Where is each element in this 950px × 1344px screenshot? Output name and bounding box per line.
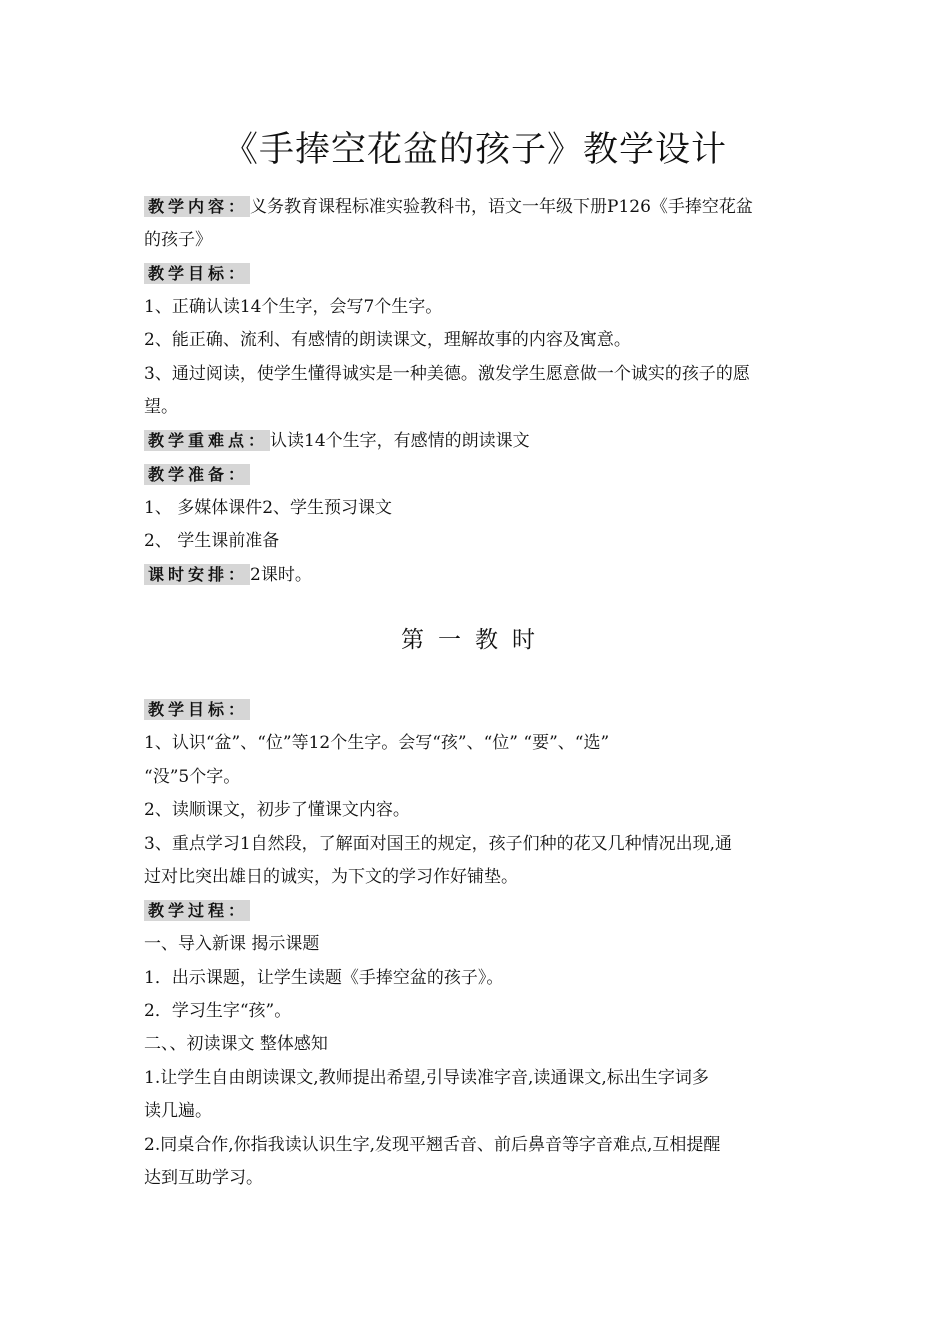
lesson-goals-heading <box>144 693 812 727</box>
prep-2: 2、 学生课前准备 <box>144 531 280 551</box>
process-heading <box>144 894 812 928</box>
process-step-2-1-continued: 读几遍。 <box>144 1101 212 1121</box>
goals-label: 教学目标： <box>144 263 250 284</box>
lesson-goal-3-continued: 过对比突出雄日的诚实，为下文的学习作好铺垫。 <box>144 867 518 887</box>
goal-1: 1、正确认读14个生字，会写7个生字。 <box>144 297 443 317</box>
time-line <box>144 558 812 592</box>
lesson-goals-label: 教学目标： <box>144 699 250 720</box>
document-title: 《手捧空花盆的孩子》教学设计 <box>222 130 727 170</box>
process-step-1-2: 2．学习生字“孩”。 <box>144 1001 292 1021</box>
process-label: 教学过程： <box>144 900 250 921</box>
content-text: 义务教育课程标准实验教科书，语文一年级下册P126《手捧空花盆 <box>250 197 753 217</box>
prep-label: 教学准备： <box>144 464 250 485</box>
goal-3: 3、通过阅读，使学生懂得诚实是一种美德。激发学生愿意做一个诚实的孩子的愿 <box>144 364 750 384</box>
lesson-1-title: 第一教时 <box>401 627 549 653</box>
lesson-goal-3: 3、重点学习1自然段，了解面对国王的规定，孩子们种的花又几种情况出现,通 <box>144 834 733 854</box>
key-label: 教学重难点： <box>144 430 270 451</box>
prep-1: 1、 多媒体课件2、学生预习课文 <box>144 498 393 518</box>
key-text: 认读14个生字，有感情的朗读课文 <box>270 431 530 451</box>
process-step-1: 一、导入新课 揭示课题 <box>144 934 320 954</box>
process-step-2-2: 2.同桌合作,你指我读认识生字,发现平翘舌音、前后鼻音等字音难点,互相提醒 <box>144 1135 721 1155</box>
goal-3-continued: 望。 <box>144 397 178 417</box>
lesson-goal-1: 1、认识“盆”、“位”等12个生字。会写“孩”、“位” “要”、“选” <box>144 733 610 753</box>
time-text: 2课时。 <box>250 565 312 585</box>
process-step-2: 二、、初读课文 整体感知 <box>144 1034 328 1054</box>
process-step-2-2-continued: 达到互助学习。 <box>144 1168 263 1188</box>
content-text-continued: 的孩子》 <box>144 230 212 250</box>
process-step-1-1: 1．出示课题，让学生读题《手捧空盆的孩子》。 <box>144 968 504 988</box>
time-label: 课时安排： <box>144 564 250 585</box>
lesson-goal-1-continued: “没”5个字。 <box>144 767 241 787</box>
lesson-goal-2: 2、读顺课文，初步了懂课文内容。 <box>144 800 410 820</box>
key-line <box>144 424 812 458</box>
goal-2: 2、能正确、流利、有感情的朗读课文，理解故事的内容及寓意。 <box>144 330 631 350</box>
prep-heading <box>144 458 812 492</box>
content-label: 教学内容： <box>144 196 250 217</box>
process-step-2-1: 1.让学生自由朗读课文,教师提出希望,引导读准字音,读通课文,标出生字词多 <box>144 1068 709 1088</box>
goals-heading <box>144 257 812 291</box>
content-line <box>144 190 812 224</box>
